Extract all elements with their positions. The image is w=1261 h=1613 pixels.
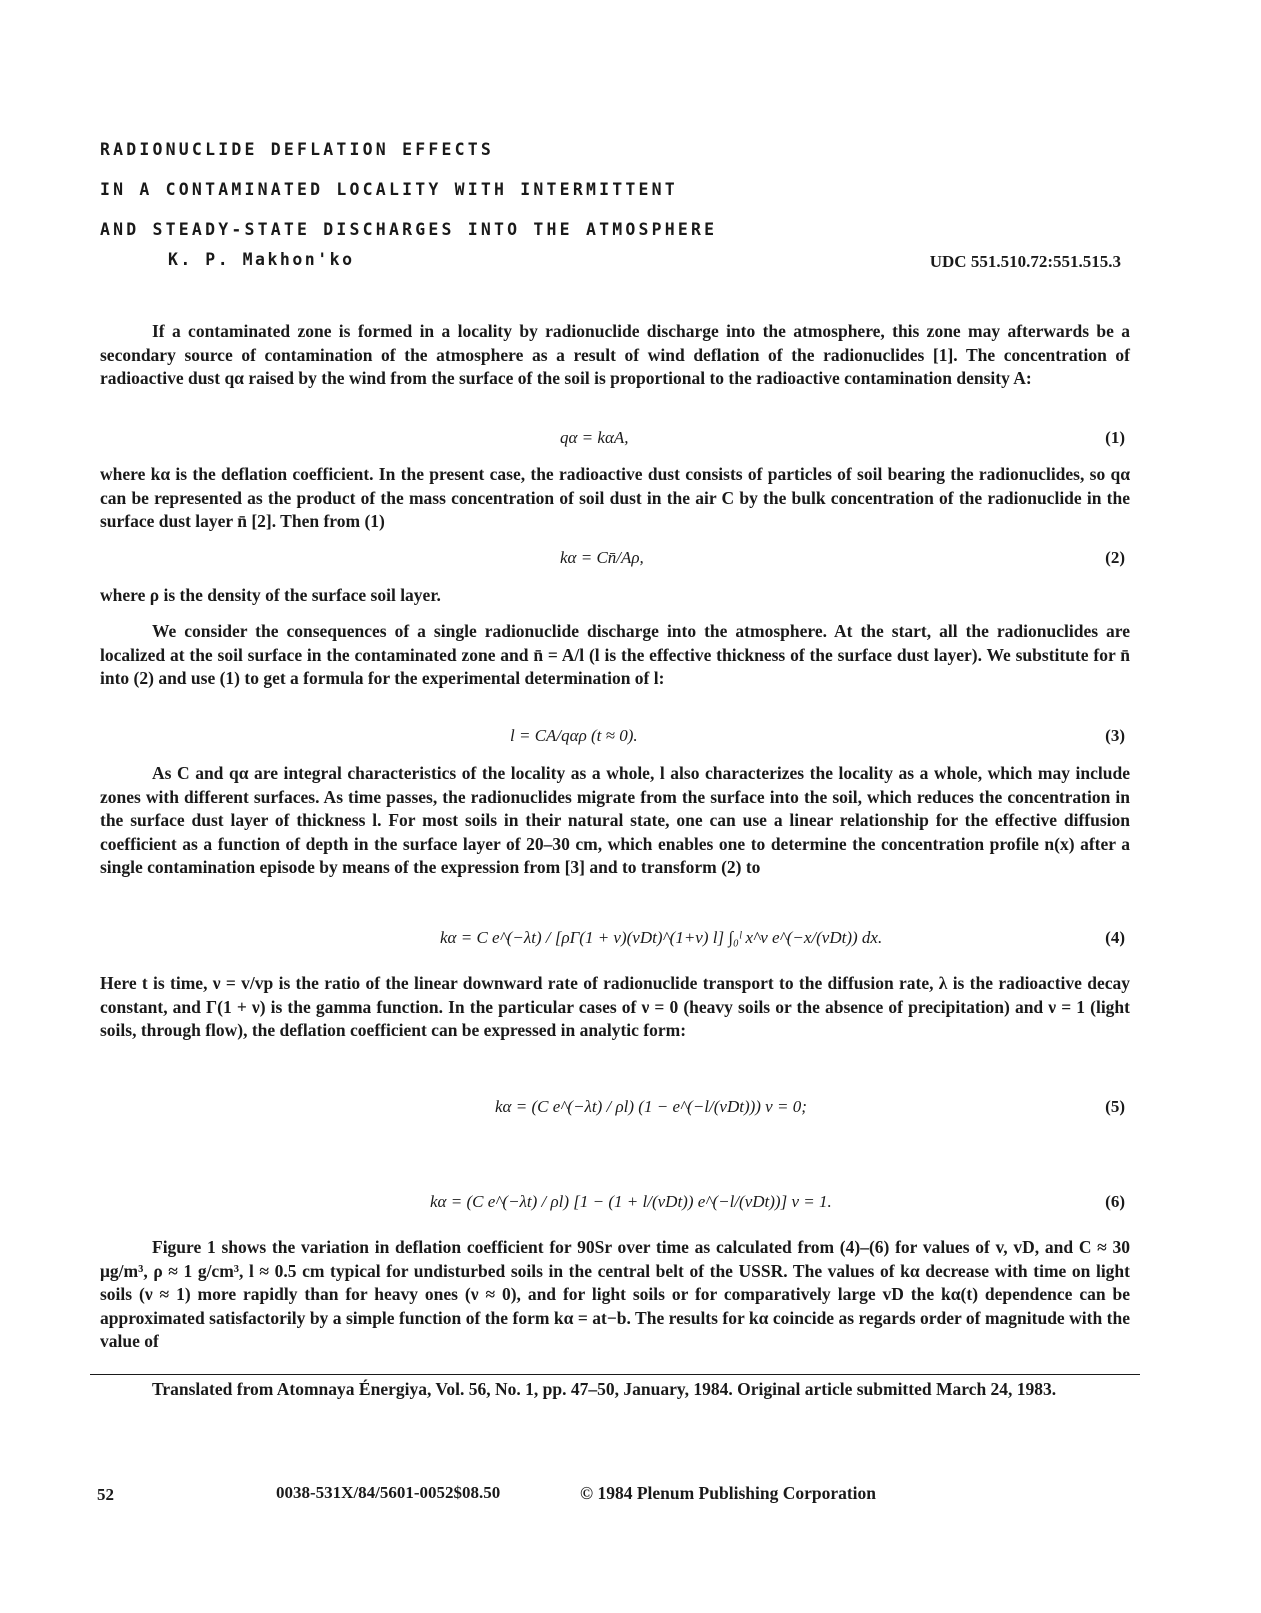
title-line-2: IN A CONTAMINATED LOCALITY WITH INTERMITTENT <box>100 180 678 199</box>
equation-1-number: (1) <box>1105 428 1125 447</box>
paragraph-1: If a contaminated zone is formed in a locality by radionuclide discharge into the atmosphere, this zone may afterwards be a secondary source of contamination of the atmosphere as a result of wind deflation of the radionuclides [1]. The concentration of radioactive dust qα raised by the wind from the surface of the soil is proportional to the radioactive contamination density A: <box>100 321 1130 389</box>
equation-3 <box>100 726 1125 756</box>
copyright: © 1984 Plenum Publishing Corporation <box>580 1483 877 1503</box>
equation-4-formula: kα = C e^(−λt) / [ρΓ(1 + ν)(vDt)^(1+ν) l] ∫₀ˡ x^ν e^(−x/(vDt)) dx. <box>440 928 883 947</box>
footnote-divider <box>90 1374 1140 1375</box>
paragraph-2: where kα is the deflation coefficient. In the present case, the radioactive dust consists of particles of soil bearing the radionuclides, so qα can be represented as the product of the mass concentration of soil dust in the air C by the bulk concentration of the radionuclide in the surface dust layer n̄ [2]. Then from (1) <box>100 464 1130 532</box>
equation-4 <box>100 928 1125 958</box>
title-line-3: AND STEADY-STATE DISCHARGES INTO THE ATMOSPHERE <box>100 220 718 239</box>
equation-2-formula: kα = Cn̄/Aρ, <box>560 548 644 567</box>
author: K. P. Makhon'ko <box>168 250 355 269</box>
article-code: 0038-531X/84/5601-0052$08.50 <box>276 1483 501 1502</box>
equation-2-number: (2) <box>1105 548 1125 567</box>
equation-3-number: (3) <box>1105 726 1125 745</box>
equation-1-formula: qα = kαA, <box>560 428 629 447</box>
equation-6-number: (6) <box>1105 1192 1125 1211</box>
equation-5-number: (5) <box>1105 1097 1125 1116</box>
paragraph-7: Figure 1 shows the variation in deflation coefficient for 90Sr over time as calculated from (4)–(6) for values of v, vD, and C ≈ 30 μg/m³, ρ ≈ 1 g/cm³, l ≈ 0.5 cm typical for undisturbed soils in the central belt of the USSR. The values of kα decrease with time on light soils (ν ≈ 1) more rapidly than for heavy ones (ν ≈ 0), and for light soils or for comparatively large vD the kα(t) dependence can be approximated satisfactorily by a simple function of the form kα = at−b. The results for kα coincide as regards order of magnitude with the value of <box>100 1237 1130 1352</box>
title-line-1: RADIONUCLIDE DEFLATION EFFECTS <box>100 140 495 159</box>
paragraph-4: We consider the consequences of a single radionuclide discharge into the atmosphere. At the start, all the radionuclides are localized at the soil surface in the contaminated zone and n̄ = A/l (l is the effective thickness of the surface dust layer). We substitute for n̄ into (2) and use (1) to get a formula for the experimental determination of l: <box>100 621 1130 689</box>
paragraph-6: Here t is time, ν = v/vp is the ratio of the linear downward rate of radionuclide transport to the diffusion rate, λ is the radioactive decay constant, and Γ(1 + ν) is the gamma function. In the particular cases of ν = 0 (heavy soils or the absence of precipitation) and ν = 1 (light soils, through flow), the deflation coefficient can be expressed in analytic form: <box>100 973 1130 1041</box>
paragraph-5: As C and qα are integral characteristics of the locality as a whole, l also characterizes the locality as a whole, which may include zones with different surfaces. As time passes, the radionuclides migrate from the surface into the soil, which reduces the concentration in the surface dust layer of thickness l. For most soils in their natural state, one can use a linear relationship for the effective diffusion coefficient as a function of depth in the surface layer of 20–30 cm, which enables one to determine the concentration profile n(x) after a single contamination episode by means of the expression from [3] and to transform (2) to <box>100 763 1130 878</box>
paragraph-3: where ρ is the density of the surface soil layer. <box>100 585 441 605</box>
equation-4-number: (4) <box>1105 928 1125 947</box>
equation-6 <box>100 1192 1125 1222</box>
equation-2 <box>100 548 1125 578</box>
equation-5-formula: kα = (C e^(−λt) / ρl) (1 − e^(−l/(vDt))) ν = 0; <box>495 1097 807 1116</box>
equation-6-formula: kα = (C e^(−λt) / ρl) [1 − (1 + l/(vDt)) e^(−l/(vDt))] ν = 1. <box>430 1192 832 1211</box>
equation-1 <box>100 428 1125 458</box>
equation-5 <box>100 1097 1125 1127</box>
udc-code: UDC 551.510.72:551.515.3 <box>929 252 1121 271</box>
footnote: Translated from Atomnaya Énergiya, Vol. 56, No. 1, pp. 47–50, January, 1984. Original article submitted March 24, 1983. <box>152 1379 1057 1399</box>
page-number: 52 <box>97 1485 114 1504</box>
article-title <box>100 130 717 250</box>
equation-3-formula: l = CA/qαρ (t ≈ 0). <box>510 726 638 745</box>
